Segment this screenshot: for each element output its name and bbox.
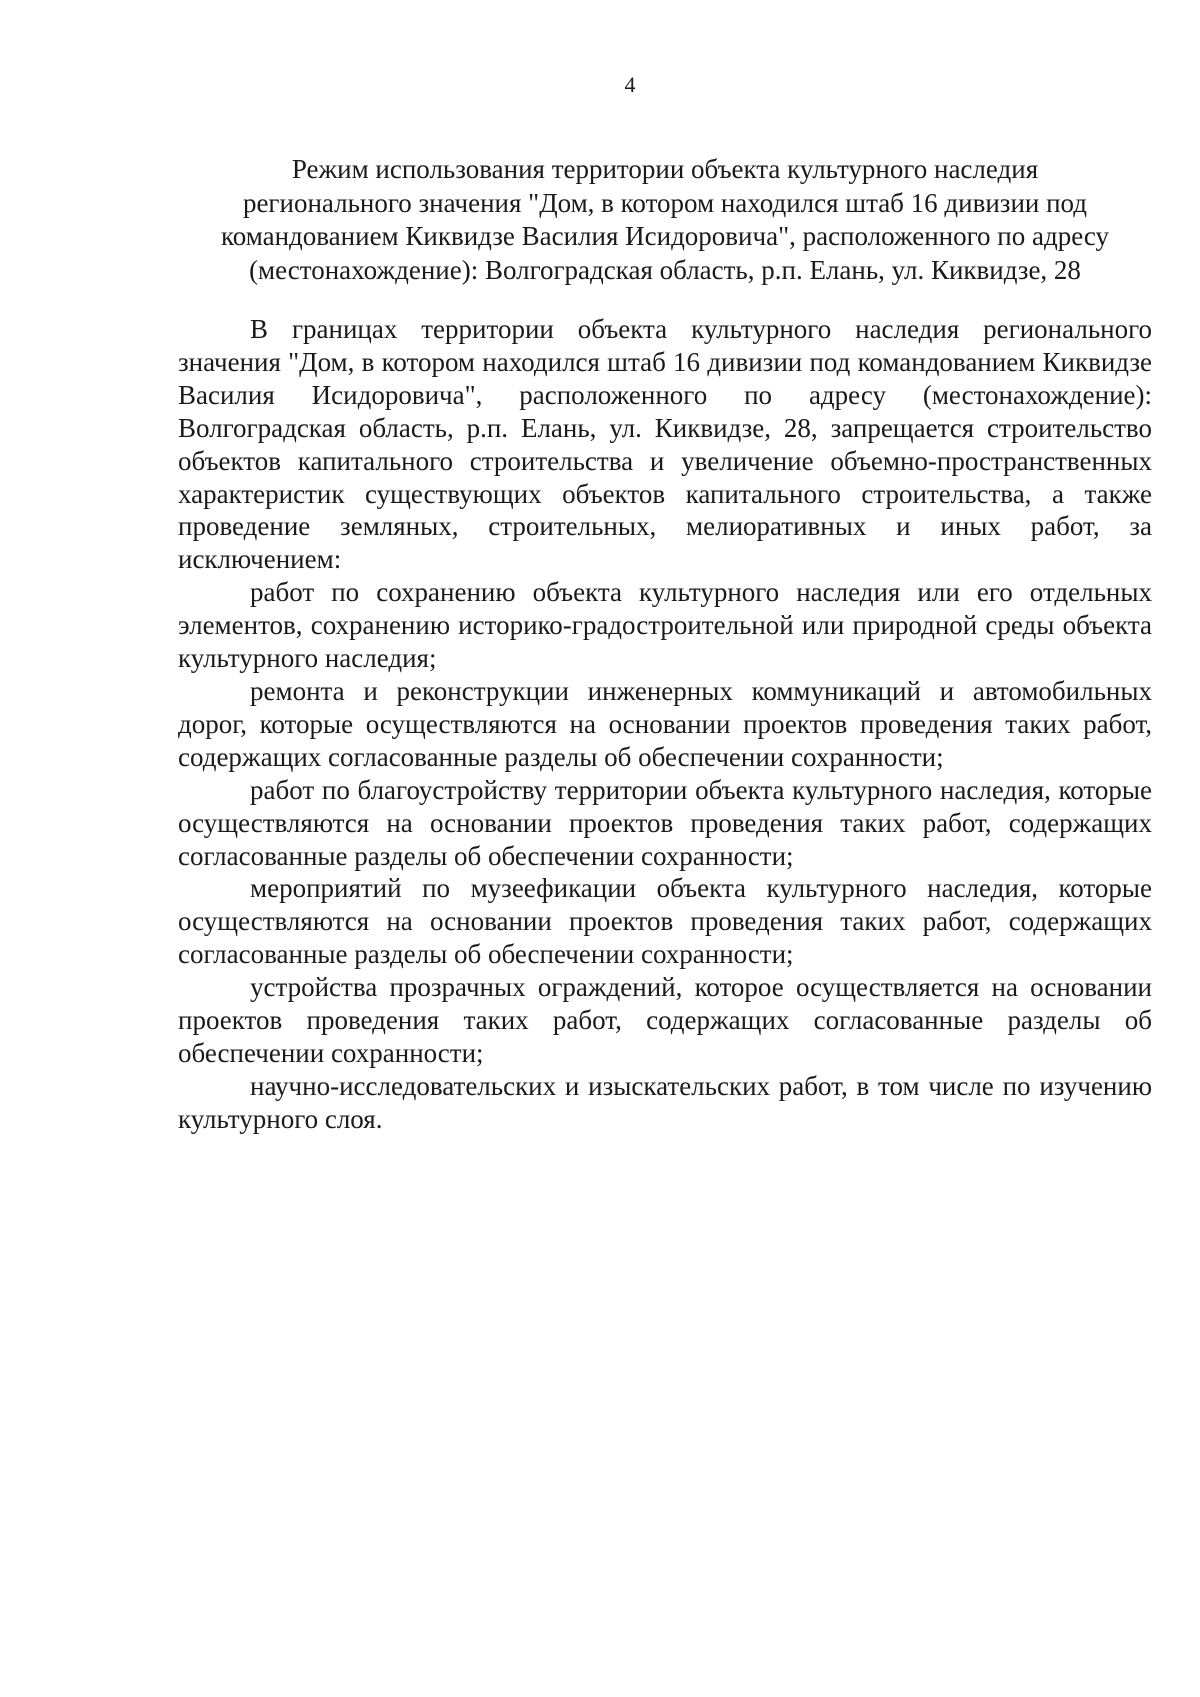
- title-line: Режим использования территории объекта культурного наследия: [291, 154, 1039, 184]
- title-line: регионального значения "Дом, в котором находился штаб 16 дивизии под: [242, 187, 1088, 218]
- title-line: командованием Киквидзе Василия Исидоровича", расположенного по адресу: [220, 221, 1109, 251]
- page-number: 4: [624, 72, 636, 97]
- exception-item: устройства прозрачных ограждений, которое осуществляется на основании проектов проведения таких работ, содержащих согласованные разделы об обеспечении сохранности;: [178, 972, 1152, 1068]
- exception-item: научно-исследовательских и изыскательских работ, в том числе по изучению культурного слоя.: [178, 1070, 1152, 1134]
- exception-item: ремонта и реконструкции инженерных коммуникаций и автомобильных дорог, которые осуществляются на основании проектов проведения таких работ, содержащих согласованные разделы об обеспечении сохранности;: [178, 675, 1152, 772]
- intro-paragraph: В границах территории объекта культурного наследия регионального значения "Дом, в котором находился штаб 16 дивизии под командованием Киквидзе Василия Исидоровича", расположенного по адресу (местонахождение): Волгоградская область, р.п. Елань, ул. Киквидзе, 28, запрещается строительство объектов капитального строительства и увеличение объемно-пространственных характеристик существующих объектов капитального строительства, а также проведение земляных, строительных, мелиоративных и иных работ, за исключением:: [178, 314, 1152, 575]
- exception-item: работ по благоустройству территории объекта культурного наследия, которые осуществляются на основании проектов проведения таких работ, содержащих согласованные разделы об обеспечении сохранности;: [178, 774, 1152, 871]
- document-body: [178, 313, 1152, 1136]
- exception-item: мероприятий по музеефикации объекта культурного наследия, которые осуществляются на основании проектов проведения таких работ, содержащих согласованные разделы об обеспечении сохранности;: [178, 873, 1152, 970]
- document-title: [178, 153, 1152, 287]
- title-line: (местонахождение): Волгоградская область, р.п. Елань, ул. Киквидзе, 28: [249, 254, 1081, 285]
- exception-item: работ по сохранению объекта культурного наследия или его отдельных элементов, сохранению историко-градостроительной или природной среды объекта культурного наследия;: [178, 577, 1152, 674]
